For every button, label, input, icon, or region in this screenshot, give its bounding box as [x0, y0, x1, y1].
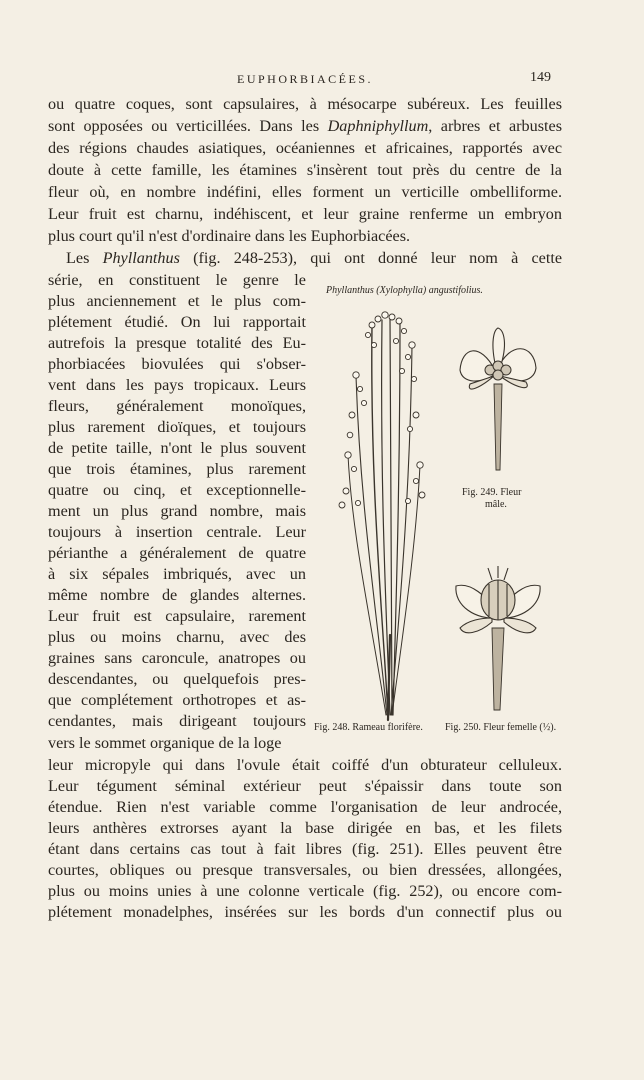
text-line: vent dans les pays tropicaux. Leurs — [48, 376, 306, 394]
text-line: descendantes, ou quelquefois pres- — [48, 670, 306, 688]
text-line: Leur fruit est capsulaire, rarement — [48, 607, 306, 625]
genus-name: Phyllanthus — [102, 249, 180, 267]
fig-248-caption: Fig. 248. Rameau florifère. — [314, 722, 423, 733]
text-line: plus anciennement et le plus com- — [48, 292, 306, 310]
text-line: cendantes, mais dirigeant toujours — [48, 712, 306, 730]
running-title: EUPHORBIACÉES. — [236, 72, 373, 86]
text-line: doute à cette famille, les étamines s'insèrent tout près du centre de la — [48, 161, 562, 179]
male-flower-illustration — [450, 322, 545, 482]
female-flower-illustration — [448, 562, 548, 714]
text-line: plus rarement dioïques, et toujours — [48, 418, 306, 436]
flowering-branch-illustration — [330, 305, 440, 725]
text-line: fleurs, généralement monoïques, — [48, 397, 306, 415]
figure-title: Phyllanthus (Xylophylla) angustifolius. — [326, 285, 483, 296]
text-line: ment un plus grand nombre, mais — [48, 502, 306, 520]
text-line: périanthe a généralement de quatre — [48, 544, 306, 562]
genus-name: Daphniphyllum — [327, 117, 429, 135]
text-line: courtes, obliques ou presque transversales, ou bien dressées, allongées, — [48, 861, 562, 879]
text-line: quatre ou cinq, et exceptionnelle- — [48, 481, 306, 499]
text-line: leur micropyle qui dans l'ovule était coiffé d'un obturateur celluleux. — [48, 756, 562, 774]
text-line: plétement monadelphes, insérées sur les bords d'un connectif plus ou — [48, 903, 562, 921]
page-number: 149 — [530, 70, 551, 85]
fig-250-caption: Fig. 250. Fleur femelle (½). — [445, 722, 557, 733]
text-line: fleur où, en nombre indéfini, elles forment un verticille ombelliforme. — [48, 183, 562, 201]
text-line: des régions chaudes asiatiques, océaniennes et africaines, rapportés avec — [48, 139, 562, 157]
text-line: que trois étamines, plus rarement — [48, 460, 306, 478]
text-line: plétement étudié. On lui rapportait — [48, 313, 306, 331]
text-line: plus ou moins unies à une colonne verticale (fig. 252), ou encore com- — [48, 882, 562, 900]
text-line: Leur tégument séminal extérieur peut s'épaissir dans toute son — [48, 777, 562, 795]
text-line: Les Phyllanthus (fig. 248-253), qui ont donné leur nom à cette — [66, 249, 562, 267]
text-line: vers le sommet organique de la loge — [48, 734, 282, 752]
text-line: ou quatre coques, sont capsulaires, à mésocarpe subéreux. Les feuilles — [48, 95, 562, 113]
text-line: phorbiacées biovulées qui s'obser- — [48, 355, 306, 373]
fig-249-caption: Fig. 249. Fleur — [462, 487, 522, 498]
text-line: étant dans certains cas tout à fait libres (fig. 251). Elles peuvent être — [48, 840, 562, 858]
text-line: série, en constituent le genre le — [48, 271, 306, 289]
text-line: même nombre de glandes alternes. — [48, 586, 306, 604]
text-line: que complétement orthotropes et as- — [48, 691, 306, 709]
text-line: plus ou moins charnu, avec des — [48, 628, 306, 646]
text-line: Leur fruit est charnu, indéhiscent, et leur graine renferme un embryon — [48, 205, 562, 223]
text-line: graines sans caroncule, anatropes ou — [48, 649, 306, 667]
text-line: leurs anthères extrorses ayant la base dirigée en bas, et les filets — [48, 819, 562, 837]
fig-249-caption-2: mâle. — [485, 499, 507, 510]
text-line: étendue. Rien n'est variable comme l'organisation de leur androcée, — [48, 798, 562, 816]
text-line: autrefois la presque totalité des Eu- — [48, 334, 306, 352]
text-line: de petite taille, n'ont le plus souvent — [48, 439, 306, 457]
text-line: à six sépales imbriqués, avec un — [48, 565, 306, 583]
text-line: sont opposées ou verticillées. Dans les Daphniphyllum, arbres et arbustes — [48, 117, 562, 135]
text-line: plus court qu'il n'est d'ordinaire dans les Euphorbiacées. — [48, 227, 411, 245]
text-line: toujours à insertion centrale. Leur — [48, 523, 306, 541]
